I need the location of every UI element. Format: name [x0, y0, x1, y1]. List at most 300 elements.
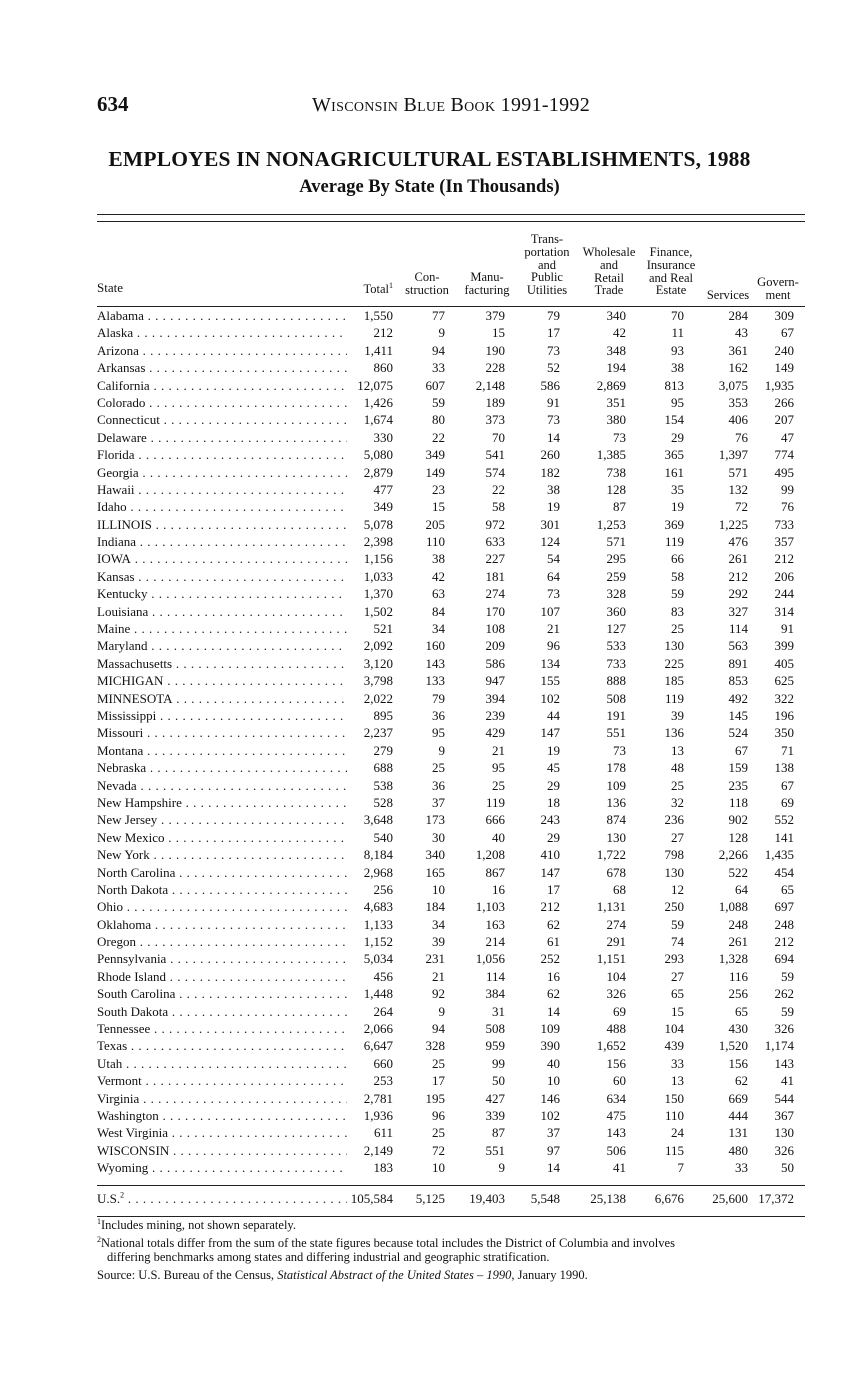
cell-finance: 29	[671, 429, 684, 445]
cell-manufacturing: 239	[485, 707, 505, 723]
cell-total: 279	[373, 742, 393, 758]
cell-manufacturing: 119	[485, 794, 505, 810]
cell-services: 353	[728, 394, 748, 410]
cell-state-name: New Jersey . . .	[97, 811, 347, 828]
cell-services: 131	[728, 1125, 748, 1141]
cell-construction: 80	[432, 412, 445, 428]
cell-finance: 13	[671, 742, 684, 758]
cell-construction: 25	[432, 1125, 445, 1141]
cell-state-name: Maryland . . .	[97, 637, 347, 654]
cell-transportation: 79	[547, 308, 560, 323]
cell-wholesale: 87	[613, 499, 626, 515]
table-row	[97, 446, 807, 463]
table-row	[97, 1055, 807, 1072]
table-body	[97, 307, 807, 1177]
cell-finance: 59	[671, 586, 684, 602]
cell-services: 33	[735, 1160, 748, 1176]
cell-finance: 369	[664, 516, 684, 532]
cell-government: 495	[774, 464, 794, 480]
cell-government: 357	[774, 534, 794, 550]
cell-manufacturing: 1,208	[475, 847, 505, 863]
cell-construction: 22	[432, 429, 445, 445]
cell-transportation: 146	[540, 1090, 560, 1106]
cell-services: 522	[728, 864, 748, 880]
cell-finance: 13	[671, 1073, 684, 1089]
cell-total: 456	[373, 968, 393, 984]
cell-services: 65	[735, 1003, 748, 1019]
table-row	[97, 759, 807, 776]
cell-manufacturing: 666	[485, 812, 505, 828]
cell-manufacturing: 209	[485, 638, 505, 654]
cell-total: 6,647	[363, 1038, 393, 1054]
cell-total: 860	[373, 360, 393, 376]
cell-government: 59	[781, 1003, 794, 1019]
table-row	[97, 690, 807, 707]
cell-total: 477	[373, 481, 393, 497]
cell-total: 1,133	[363, 916, 393, 932]
table-row	[97, 898, 807, 915]
footnote-2: $^2$National totals differ from the sum of the state figures because total includes the District of Columbia and involves	[97, 1234, 675, 1250]
table-row	[97, 950, 807, 967]
table-row	[97, 968, 807, 985]
cell-finance: 130	[664, 864, 684, 880]
cell-total: 1,502	[363, 603, 393, 619]
cell-transportation: 252	[540, 951, 560, 967]
cell-construction: 173	[425, 812, 445, 828]
cell-finance: 813	[664, 377, 684, 393]
cell-manufacturing: 541	[485, 447, 505, 463]
table-row	[97, 516, 807, 533]
cell-manufacturing: 25	[492, 777, 505, 793]
cell-transportation: 44	[547, 707, 560, 723]
cell-construction: 38	[432, 551, 445, 567]
table-row	[97, 1020, 807, 1037]
cell-manufacturing: 427	[485, 1090, 505, 1106]
cell-construction: 184	[425, 899, 445, 915]
cell-state-name: Kentucky . . .	[97, 585, 347, 602]
cell-state-name: North Carolina . . .	[97, 864, 347, 881]
cell-state-name: Virginia . . .	[97, 1090, 347, 1107]
cell-transportation: 102	[540, 1107, 560, 1123]
cell-wholesale: 127	[606, 621, 626, 637]
cell-finance: 38	[671, 360, 684, 376]
cell-manufacturing: 972	[485, 516, 505, 532]
cell-transportation: 243	[540, 812, 560, 828]
cell-transportation: 29	[547, 777, 560, 793]
cell-total: 264	[373, 1003, 393, 1019]
us-label: U.S.$^2$ . . .	[97, 1190, 347, 1207]
cell-finance: 83	[671, 603, 684, 619]
cell-state-name: MICHIGAN . . .	[97, 672, 347, 689]
cell-services: 116	[728, 968, 748, 984]
cell-wholesale: 41	[613, 1160, 626, 1176]
cell-transportation: 38	[547, 481, 560, 497]
cell-finance: 136	[664, 725, 684, 741]
cell-construction: 328	[425, 1038, 445, 1054]
cell-government: 91	[781, 621, 794, 637]
cell-services: 62	[735, 1073, 748, 1089]
cell-construction: 133	[425, 673, 445, 689]
cell-construction: 9	[438, 742, 445, 758]
cell-services: 292	[728, 586, 748, 602]
cell-manufacturing: 551	[485, 1142, 505, 1158]
cell-manufacturing: 633	[485, 534, 505, 550]
cell-transportation: 17	[547, 325, 560, 341]
table-row	[97, 811, 807, 828]
cell-finance: 104	[664, 1021, 684, 1037]
cell-manufacturing: 181	[485, 568, 505, 584]
cell-total: 5,080	[363, 447, 393, 463]
cell-construction: 33	[432, 360, 445, 376]
header-wholesale: Wholesale and Retail Trade	[582, 245, 636, 298]
cell-manufacturing: 9	[498, 1160, 505, 1176]
cell-construction: 10	[432, 881, 445, 897]
cell-finance: 7	[677, 1160, 684, 1176]
cell-manufacturing: 108	[485, 621, 505, 637]
cell-state-name: Montana . . .	[97, 742, 347, 759]
table-row	[97, 324, 807, 341]
cell-government: 405	[774, 655, 794, 671]
cell-total: 538	[373, 777, 393, 793]
cell-services: 444	[728, 1107, 748, 1123]
cell-state-name: Nevada . . .	[97, 777, 347, 794]
cell-construction: 84	[432, 603, 445, 619]
header-construction: Con- struction	[405, 270, 449, 297]
cell-manufacturing: 379	[485, 308, 505, 323]
us-total-row	[97, 1190, 807, 1207]
cell-construction: 94	[432, 342, 445, 358]
cell-finance: 250	[664, 899, 684, 915]
cell-transportation: 155	[540, 673, 560, 689]
cell-government: 1,435	[764, 847, 794, 863]
cell-services: 235	[728, 777, 748, 793]
cell-transportation: 61	[547, 934, 560, 950]
cell-services: 145	[728, 707, 748, 723]
cell-wholesale: 73	[613, 742, 626, 758]
cell-construction: 9	[438, 1003, 445, 1019]
us-rule-bottom	[97, 1216, 805, 1217]
cell-construction: 25	[432, 1055, 445, 1071]
cell-total: 1,936	[363, 1107, 393, 1123]
cell-government: 326	[774, 1021, 794, 1037]
cell-transportation: 73	[547, 342, 560, 358]
cell-services: 1,328	[718, 951, 748, 967]
cell-finance: 119	[664, 534, 684, 550]
cell-government: 694	[774, 951, 794, 967]
cell-manufacturing: 373	[485, 412, 505, 428]
cell-government: 266	[774, 394, 794, 410]
cell-wholesale: 259	[606, 568, 626, 584]
us-government: 17,372	[758, 1191, 794, 1206]
cell-wholesale: 348	[606, 342, 626, 358]
cell-wholesale: 326	[606, 986, 626, 1002]
cell-services: 261	[728, 934, 748, 950]
footnote-1: $^1$Includes mining, not shown separately.	[97, 1216, 296, 1232]
cell-transportation: 45	[547, 760, 560, 776]
cell-manufacturing: 95	[492, 760, 505, 776]
table-row	[97, 637, 807, 654]
cell-manufacturing: 1,056	[475, 951, 505, 967]
cell-wholesale: 109	[606, 777, 626, 793]
cell-state-name: Delaware . . .	[97, 429, 347, 446]
table-row	[97, 881, 807, 898]
cell-services: 1,397	[718, 447, 748, 463]
cell-construction: 9	[438, 325, 445, 341]
cell-finance: 70	[671, 308, 684, 323]
cell-government: 322	[774, 690, 794, 706]
cell-wholesale: 678	[606, 864, 626, 880]
cell-manufacturing: 163	[485, 916, 505, 932]
cell-government: 326	[774, 1142, 794, 1158]
cell-government: 206	[774, 568, 794, 584]
cell-government: 212	[774, 551, 794, 567]
cell-total: 8,184	[363, 847, 393, 863]
cell-wholesale: 178	[606, 760, 626, 776]
cell-services: 212	[728, 568, 748, 584]
cell-finance: 65	[671, 986, 684, 1002]
cell-transportation: 182	[540, 464, 560, 480]
cell-manufacturing: 21	[492, 742, 505, 758]
cell-wholesale: 42	[613, 325, 626, 341]
cell-total: 2,781	[363, 1090, 393, 1106]
cell-services: 43	[735, 325, 748, 341]
cell-finance: 154	[664, 412, 684, 428]
cell-services: 524	[728, 725, 748, 741]
cell-transportation: 14	[547, 1003, 560, 1019]
table-row	[97, 777, 807, 794]
cell-government: 69	[781, 794, 794, 810]
cell-state-name: South Carolina . . .	[97, 985, 347, 1002]
cell-government: 71	[781, 742, 794, 758]
cell-wholesale: 2,869	[596, 377, 626, 393]
cell-services: 1,088	[718, 899, 748, 915]
cell-total: 5,078	[363, 516, 393, 532]
cell-government: 625	[774, 673, 794, 689]
cell-government: 141	[774, 829, 794, 845]
cell-construction: 205	[425, 516, 445, 532]
page-number: 634	[97, 92, 129, 116]
cell-finance: 24	[671, 1125, 684, 1141]
cell-state-name: Kansas . . .	[97, 568, 347, 585]
cell-services: 430	[728, 1021, 748, 1037]
us-construction: 5,125	[415, 1191, 445, 1206]
table-row	[97, 707, 807, 724]
cell-services: 3,075	[718, 377, 748, 393]
cell-total: 256	[373, 881, 393, 897]
cell-state-name: Tennessee . . .	[97, 1020, 347, 1037]
cell-manufacturing: 1,103	[475, 899, 505, 915]
table-row	[97, 464, 807, 481]
cell-government: 1,935	[764, 377, 794, 393]
cell-finance: 33	[671, 1055, 684, 1071]
cell-transportation: 29	[547, 829, 560, 845]
table-row	[97, 742, 807, 759]
cell-manufacturing: 87	[492, 1125, 505, 1141]
cell-transportation: 301	[540, 516, 560, 532]
cell-wholesale: 551	[606, 725, 626, 741]
cell-transportation: 52	[547, 360, 560, 376]
cell-wholesale: 104	[606, 968, 626, 984]
cell-services: 156	[728, 1055, 748, 1071]
cell-finance: 119	[664, 690, 684, 706]
cell-construction: 10	[432, 1160, 445, 1176]
us-wholesale: 25,138	[590, 1191, 626, 1206]
cell-total: 1,370	[363, 586, 393, 602]
table-row	[97, 846, 807, 863]
cell-government: 196	[774, 707, 794, 723]
footnote-2-cont: differing benchmarks among states and differing industrial and geographic stratification.	[107, 1250, 550, 1264]
cell-manufacturing: 508	[485, 1021, 505, 1037]
cell-state-name: Arizona . . .	[97, 342, 347, 359]
cell-construction: 23	[432, 481, 445, 497]
cell-wholesale: 128	[606, 481, 626, 497]
cell-total: 1,156	[363, 551, 393, 567]
table-title: EMPLOYES IN NONAGRICULTURAL ESTABLISHMENTS, 1988	[108, 147, 751, 171]
table-row	[97, 933, 807, 950]
cell-finance: 130	[664, 638, 684, 654]
cell-transportation: 102	[540, 690, 560, 706]
cell-wholesale: 1,253	[596, 516, 626, 532]
cell-manufacturing: 70	[492, 429, 505, 445]
cell-transportation: 147	[540, 864, 560, 880]
cell-finance: 11	[671, 325, 684, 341]
cell-government: 99	[781, 481, 794, 497]
cell-wholesale: 738	[606, 464, 626, 480]
cell-state-name: Nebraska . . .	[97, 759, 347, 776]
cell-state-name: Alabama . . .	[97, 307, 347, 324]
cell-transportation: 124	[540, 534, 560, 550]
cell-services: 1,225	[718, 516, 748, 532]
cell-total: 2,398	[363, 534, 393, 550]
cell-transportation: 19	[547, 742, 560, 758]
table-row	[97, 1003, 807, 1020]
cell-state-name: Connecticut . . .	[97, 411, 347, 428]
cell-construction: 77	[432, 308, 445, 323]
cell-finance: 12	[671, 881, 684, 897]
cell-construction: 39	[432, 934, 445, 950]
cell-government: 207	[774, 412, 794, 428]
cell-finance: 25	[671, 621, 684, 637]
cell-manufacturing: 2,148	[475, 377, 505, 393]
us-transportation: 5,548	[530, 1191, 560, 1206]
cell-construction: 340	[425, 847, 445, 863]
cell-wholesale: 156	[606, 1055, 626, 1071]
cell-wholesale: 1,722	[596, 847, 626, 863]
cell-services: 891	[728, 655, 748, 671]
cell-transportation: 17	[547, 881, 560, 897]
cell-manufacturing: 99	[492, 1055, 505, 1071]
cell-transportation: 73	[547, 586, 560, 602]
cell-total: 540	[373, 829, 393, 845]
cell-total: 2,968	[363, 864, 393, 880]
cell-services: 563	[728, 638, 748, 654]
cell-wholesale: 634	[606, 1090, 626, 1106]
cell-services: 480	[728, 1142, 748, 1158]
cell-transportation: 212	[540, 899, 560, 915]
cell-government: 399	[774, 638, 794, 654]
table-row	[97, 724, 807, 741]
cell-transportation: 40	[547, 1055, 560, 1071]
cell-transportation: 18	[547, 794, 560, 810]
cell-transportation: 260	[540, 447, 560, 463]
cell-transportation: 37	[547, 1125, 560, 1141]
cell-manufacturing: 16	[492, 881, 505, 897]
cell-total: 1,033	[363, 568, 393, 584]
cell-state-name: New Hampshire . . .	[97, 794, 347, 811]
cell-services: 2,266	[718, 847, 748, 863]
cell-wholesale: 274	[606, 916, 626, 932]
cell-finance: 150	[664, 1090, 684, 1106]
table-row	[97, 916, 807, 933]
cell-finance: 236	[664, 812, 684, 828]
table-row	[97, 1124, 807, 1141]
cell-state-name: New York . . .	[97, 846, 347, 863]
cell-government: 544	[774, 1090, 794, 1106]
cell-total: 521	[373, 621, 393, 637]
cell-state-name: IOWA . . .	[97, 550, 347, 567]
header-state: State	[97, 280, 123, 295]
cell-construction: 231	[425, 951, 445, 967]
table-row	[97, 498, 807, 515]
cell-total: 688	[373, 760, 393, 776]
cell-services: 162	[728, 360, 748, 376]
table-row	[97, 655, 807, 672]
cell-wholesale: 295	[606, 551, 626, 567]
cell-construction: 165	[425, 864, 445, 880]
cell-manufacturing: 170	[485, 603, 505, 619]
cell-government: 47	[781, 429, 794, 445]
page-header	[97, 92, 797, 122]
cell-transportation: 91	[547, 394, 560, 410]
cell-wholesale: 194	[606, 360, 626, 376]
cell-state-name: New Mexico . . .	[97, 829, 347, 846]
table-row	[97, 481, 807, 498]
cell-finance: 32	[671, 794, 684, 810]
cell-finance: 25	[671, 777, 684, 793]
cell-total: 1,550	[363, 308, 393, 323]
cell-construction: 96	[432, 1107, 445, 1123]
cell-finance: 39	[671, 707, 684, 723]
cell-construction: 37	[432, 794, 445, 810]
cell-manufacturing: 274	[485, 586, 505, 602]
cell-state-name: Vermont . . .	[97, 1072, 347, 1089]
table-row	[97, 1072, 807, 1089]
cell-total: 253	[373, 1073, 393, 1089]
cell-transportation: 147	[540, 725, 560, 741]
cell-state-name: West Virginia . . .	[97, 1124, 347, 1141]
cell-services: 327	[728, 603, 748, 619]
cell-finance: 66	[671, 551, 684, 567]
table-row	[97, 672, 807, 689]
cell-manufacturing: 31	[492, 1003, 505, 1019]
cell-construction: 36	[432, 707, 445, 723]
cell-transportation: 64	[547, 568, 560, 584]
cell-wholesale: 143	[606, 1125, 626, 1141]
cell-wholesale: 130	[606, 829, 626, 845]
cell-services: 159	[728, 760, 748, 776]
table-row	[97, 377, 807, 394]
cell-services: 669	[728, 1090, 748, 1106]
cell-services: 132	[728, 481, 748, 497]
cell-total: 1,448	[363, 986, 393, 1002]
cell-total: 3,798	[363, 673, 393, 689]
cell-total: 2,022	[363, 690, 393, 706]
cell-transportation: 21	[547, 621, 560, 637]
cell-state-name: Mississippi . . .	[97, 707, 347, 724]
cell-construction: 607	[425, 377, 445, 393]
cell-government: 76	[781, 499, 794, 515]
cell-construction: 95	[432, 725, 445, 741]
